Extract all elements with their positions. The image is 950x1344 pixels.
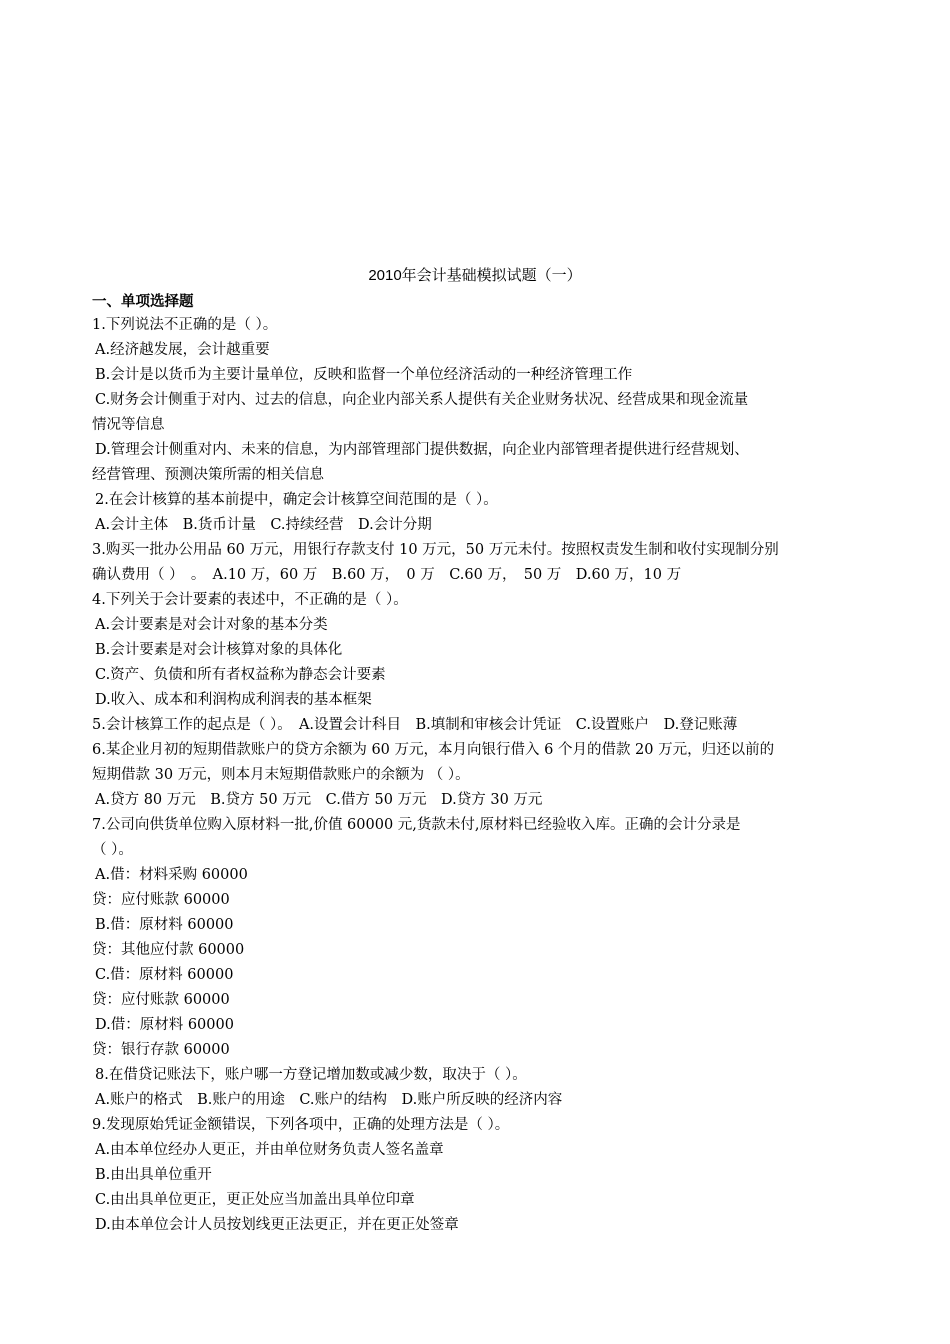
text-line: 1.下列说法不正确的是（ ）。 <box>92 317 278 333</box>
question-list <box>92 313 864 1238</box>
text-line: 3.购买一批办公用品 60 万元，用银行存款支付 10 万元，50 万元未付。按照权责发生制和收付实现制分别 <box>92 542 779 558</box>
text-line: 8.在借贷记账法下，账户哪一方登记增加数或减少数，取决于（ ）。 <box>95 1067 527 1083</box>
text-line: C.财务会计侧重于对内、过去的信息，向企业内部关系人提供有关企业财务状况、经营成果和现金流量 <box>95 392 749 408</box>
text-line: D.借：原材料 60000 <box>95 1017 234 1033</box>
text-line: A.会计要素是对会计对象的基本分类 <box>95 617 328 633</box>
text-line: 贷：应付账款 60000 <box>92 992 230 1008</box>
text-line: 4.下列关于会计要素的表述中，不正确的是（ ）。 <box>92 592 408 608</box>
text-line: 情况等信息 <box>92 417 165 433</box>
text-line: 经营管理、预测决策所需的相关信息 <box>92 467 324 483</box>
text-line: D.由本单位会计人员按划线更正法更正，并在更正处签章 <box>95 1217 459 1233</box>
text-line: A.会计主体 B.货币计量 C.持续经营 D.会计分期 <box>95 517 432 533</box>
text-line: A.经济越发展，会计越重要 <box>95 342 270 358</box>
text-line: D.收入、成本和利润构成利润表的基本框架 <box>95 692 372 708</box>
section-heading: 一、单项选择题 <box>92 294 194 310</box>
text-line: C.由出具单位更正，更正处应当加盖出具单位印章 <box>95 1192 415 1208</box>
text-line: C.资产、负债和所有者权益称为静态会计要素 <box>95 667 386 683</box>
text-line: 贷：应付账款 60000 <box>92 892 230 908</box>
text-line: C.借：原材料 60000 <box>95 967 234 983</box>
text-line: A.借：材料采购 60000 <box>95 867 248 883</box>
text-line: （ ）。 <box>92 842 133 858</box>
text-line: A.由本单位经办人更正，并由单位财务负责人签名盖章 <box>95 1142 444 1158</box>
text-line: 贷：银行存款 60000 <box>92 1042 230 1058</box>
text-line: D.管理会计侧重对内、未来的信息，为内部管理部门提供数据，向企业内部管理者提供进行经营规划、 <box>95 442 749 458</box>
text-line: A.贷方 80 万元 B.贷方 50 万元 C.借方 50 万元 D.贷方 30 万元 <box>95 792 543 808</box>
text-line: 7.公司向供货单位购入原材料一批,价值 60000 元,货款未付,原材料已经验收入库。正确的会计分录是 <box>92 817 741 833</box>
text-line: B.借：原材料 60000 <box>95 917 234 933</box>
text-line: 6.某企业月初的短期借款账户的贷方余额为 60 万元，本月向银行借入 6 个月的借款 20 万元，归还以前的 <box>92 742 775 758</box>
text-line: 2.在会计核算的基本前提中，确定会计核算空间范围的是（ ）。 <box>95 492 498 508</box>
text-line: 5.会计核算工作的起点是（ ）。 A.设置会计科目 B.填制和审核会计凭证 C.设置账户 D.登记账薄 <box>92 717 738 733</box>
text-line: B.会计要素是对会计核算对象的具体化 <box>95 642 343 658</box>
text-line: 确认费用（ ） 。 A.10 万，60 万 B.60 万， 0 万 C.60 万， 50 万 D.60 万，10 万 <box>92 567 682 583</box>
text-line: B.会计是以货币为主要计量单位，反映和监督一个单位经济活动的一种经济管理工作 <box>95 367 633 383</box>
text-line: A.账户的格式 B.账户的用途 C.账户的结构 D.账户所反映的经济内容 <box>95 1092 563 1108</box>
document-title: 2010年会计基础模拟试题（一） <box>368 267 582 284</box>
text-line: 短期借款 30 万元，则本月末短期借款账户的余额为 （ ）。 <box>92 767 470 783</box>
text-line: B.由出具单位重开 <box>95 1167 212 1183</box>
text-line: 9.发现原始凭证金额错误，下列各项中，正确的处理方法是（ ）。 <box>92 1117 510 1133</box>
text-line: 贷：其他应付款 60000 <box>92 942 245 958</box>
